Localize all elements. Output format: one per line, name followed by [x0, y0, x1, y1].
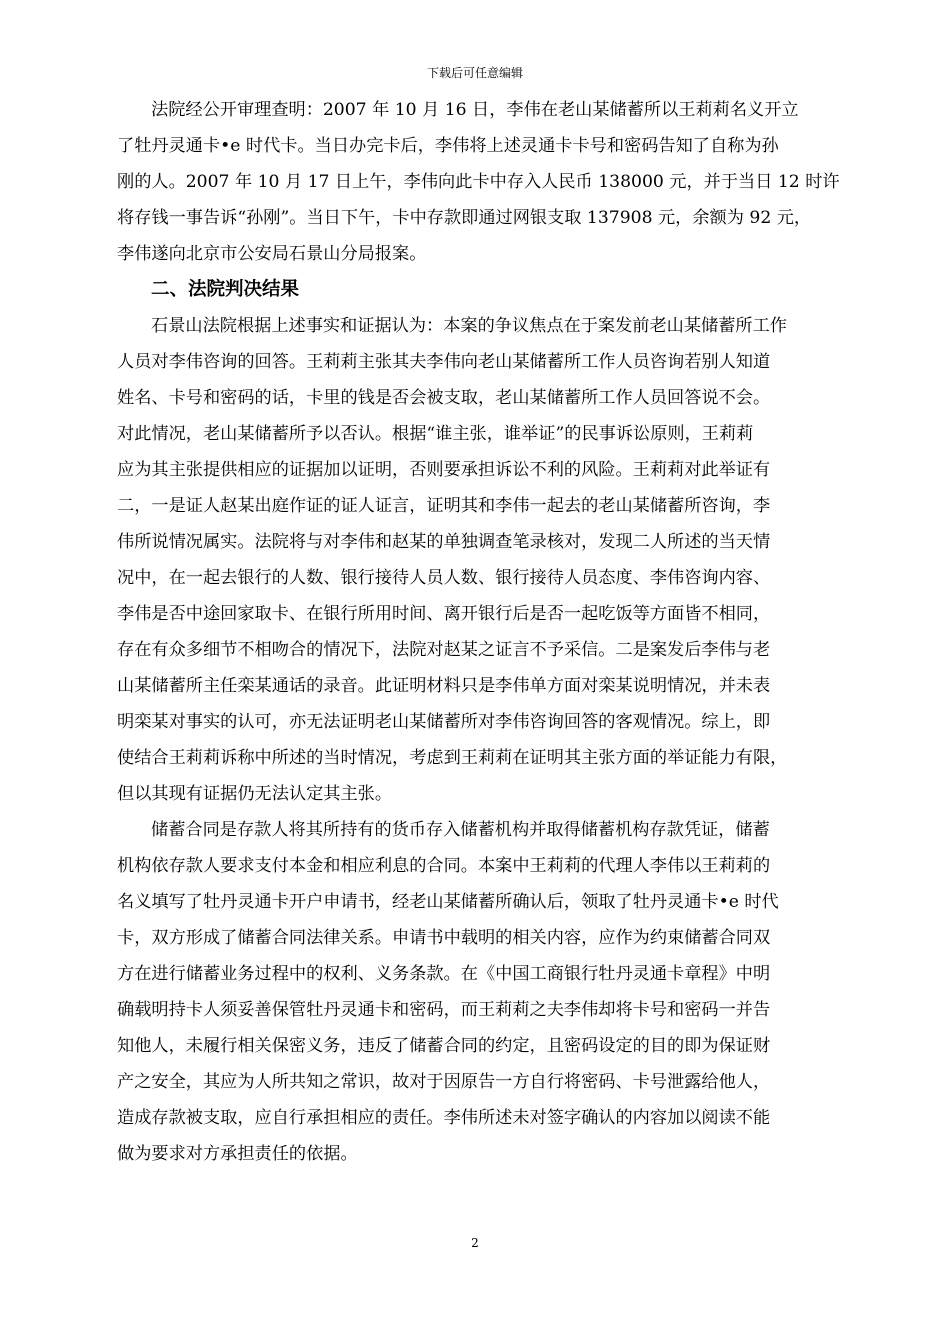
text-line: 姓名、卡号和密码的话，卡里的钱是否会被支取，老山某储蓄所工作人员回答说不会。 [117, 388, 771, 408]
text-line: 李伟遂向北京市公安局石景山分局报案。 [117, 244, 427, 264]
text-line: 方在进行储蓄业务过程中的权利、义务条款。在《中国工商银行牡丹灵通卡章程》中明 [117, 964, 771, 984]
text-line: 但以其现有证据仍无法认定其主张。 [117, 784, 393, 804]
section-heading: 二、法院判决结果 [151, 279, 300, 300]
text-line: 石景山法院根据上述事实和证据认为：本案的争议焦点在于案发前老山某储蓄所工作 [151, 316, 787, 336]
text-line: 伟所说情况属实。法院将与对李伟和赵某的单独调查笔录核对，发现二人所述的当天情 [117, 532, 771, 552]
text-line: 明栾某对事实的认可，亦无法证明老山某储蓄所对李伟咨询回答的客观情况。综上，即 [117, 712, 771, 732]
text-line: 产之安全，其应为人所共知之常识，故对于因原告一方自行将密码、卡号泄露给他人， [117, 1072, 771, 1092]
text-line: 李伟是否中途回家取卡、在银行所用时间、离开银行后是否一起吃饭等方面皆不相同， [117, 604, 771, 624]
text-line: 将存钱一事告诉“孙刚”。当日下午，卡中存款即通过网银支取 137908 元，余额为 92 元， [117, 208, 812, 228]
text-line: 知他人，未履行相关保密义务，违反了储蓄合同的约定，且密码设定的目的即为保证财 [117, 1036, 771, 1056]
page-header: 下载后可任意编辑 [426, 66, 523, 80]
text-line: 应为其主张提供相应的证据加以证明，否则要承担诉讼不利的风险。王莉莉对此举证有 [117, 460, 771, 480]
text-line: 山某储蓄所主任栾某通话的录音。此证明材料只是李伟单方面对栾某说明情况，并未表 [117, 676, 771, 696]
text-line: 机构依存款人要求支付本金和相应利息的合同。本案中王莉莉的代理人李伟以王莉莉的 [117, 856, 771, 876]
text-line: 储蓄合同是存款人将其所持有的货币存入储蓄机构并取得储蓄机构存款凭证，储蓄 [151, 820, 770, 840]
paragraph-contract [117, 812, 857, 1172]
paragraph-reasoning [117, 308, 857, 812]
text-line: 刚的人。2007 年 10 月 17 日上午，李伟向此卡中存入人民币 138000 元，并于当日 12 时许 [117, 172, 840, 192]
text-line: 使结合王莉莉诉称中所述的当时情况，考虑到王莉莉在证明其主张方面的举证能力有限， [117, 748, 788, 768]
text-line: 卡，双方形成了储蓄合同法律关系。申请书中载明的相关内容，应作为约束储蓄合同双 [117, 928, 771, 948]
text-line: 了牡丹灵通卡•e 时代卡。当日办完卡后，李伟将上述灵通卡卡号和密码告知了自称为孙 [117, 136, 779, 156]
text-line: 况中，在一起去银行的人数、银行接待人员人数、银行接待人员态度、李伟咨询内容、 [117, 568, 771, 588]
text-line: 确载明持卡人须妥善保管牡丹灵通卡和密码，而王莉莉之夫李伟却将卡号和密码一并告 [117, 1000, 771, 1020]
text-line: 人员对李伟咨询的回答。王莉莉主张其夫李伟向老山某储蓄所工作人员咨询若别人知道 [117, 352, 771, 372]
text-line: 做为要求对方承担责任的依据。 [117, 1144, 358, 1164]
text-line: 存在有众多细节不相吻合的情况下，法院对赵某之证言不予采信。二是案发后李伟与老 [117, 640, 771, 660]
document-body [117, 92, 857, 1172]
text-line: 名义填写了牡丹灵通卡开户申请书，经老山某储蓄所确认后，领取了牡丹灵通卡•e 时代 [117, 892, 779, 912]
page-number: 2 [471, 1236, 479, 1250]
text-line: 二，一是证人赵某出庭作证的证人证言，证明其和李伟一起去的老山某储蓄所咨询，李 [117, 496, 771, 516]
paragraph-findings [117, 92, 857, 272]
text-line: 造成存款被支取，应自行承担相应的责任。李伟所述未对签字确认的内容加以阅读不能 [117, 1108, 771, 1128]
text-line: 对此情况，老山某储蓄所予以否认。根据“谁主张，谁举证”的民事诉讼原则，王莉莉 [117, 424, 754, 444]
text-line: 法院经公开审理查明：2007 年 10 月 16 日，李伟在老山某储蓄所以王莉莉名义开立 [151, 100, 799, 120]
